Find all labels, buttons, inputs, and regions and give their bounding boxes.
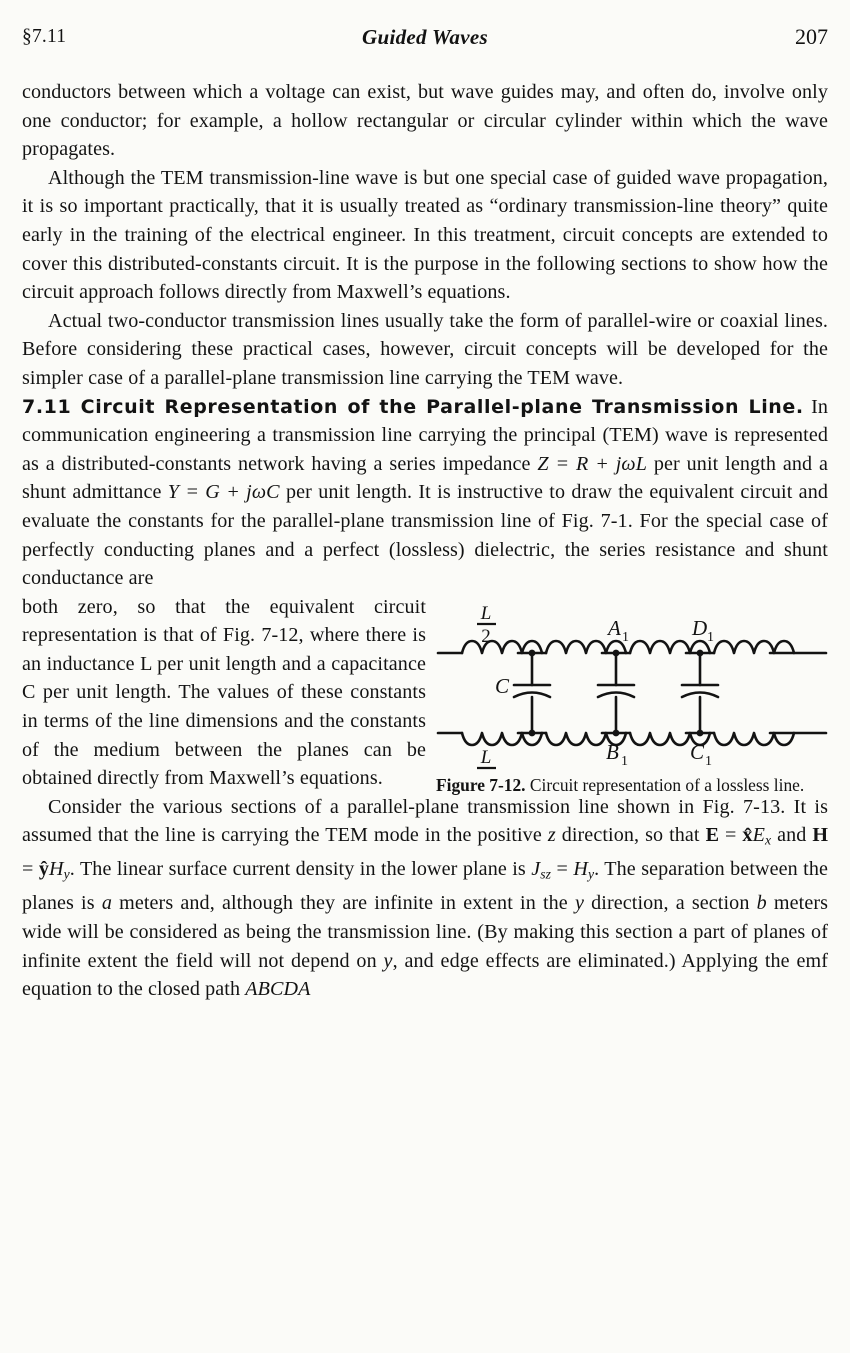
math-J-rhs: H bbox=[573, 858, 588, 881]
p5-part-g: direction, a section bbox=[591, 892, 750, 915]
label-node-A1-letter: A bbox=[608, 615, 621, 640]
body-text-column bbox=[22, 78, 828, 1004]
math-Ex-body: E bbox=[752, 824, 765, 847]
p5-part-f: meters and, although they are infinite in extent in the bbox=[119, 892, 568, 915]
math-vector-H: H bbox=[812, 824, 829, 847]
label-node-B1 bbox=[606, 740, 628, 769]
math-shunt-admittance: Y = G + jωC bbox=[167, 481, 280, 504]
label-2-top: 2 bbox=[481, 625, 491, 647]
label-node-C1-sub: 1 bbox=[705, 753, 712, 769]
label-node-B1-letter: B bbox=[606, 739, 619, 764]
math-Ex-sub: x bbox=[764, 832, 772, 848]
figure-caption-text: Circuit representation of a lossless line. bbox=[529, 774, 805, 795]
label-node-D1-sub: 1 bbox=[707, 629, 714, 645]
math-eq-3: = bbox=[556, 858, 568, 881]
p5-part-h: meters wide will be considered as being the transmission line. (By making this section a part of planes of infinite extent the field will not depend on bbox=[22, 892, 829, 972]
math-J-body: J bbox=[531, 858, 541, 881]
label-node-A1-sub: 1 bbox=[622, 629, 629, 645]
section-body-part-3: per unit length. It is instructive to draw the equivalent circuit and evaluate the constants for the parallel-plane transmission line of Fig. 7-1. For the special case of perfectly conducting planes and a perfect (lossless) dielectric, the series resistance and shunt conductance are bbox=[22, 481, 828, 590]
math-symbol-b: b bbox=[756, 892, 767, 915]
p5-part-e: The separation between the planes is bbox=[22, 858, 829, 915]
math-symbol-a: a bbox=[101, 892, 112, 915]
p5-part-a: Consider the various sections of a parallel-plane transmission line shown in Fig. 7-13. It is assumed that the line is carrying the TEM mode in the positive bbox=[22, 795, 828, 847]
label-L-top: L bbox=[480, 602, 492, 624]
label-inductance-half-bottom bbox=[477, 747, 496, 768]
math-Hy-body: H bbox=[48, 858, 64, 881]
section-body-part-1: In communication engineering a transmission line carrying the principal (TEM) wave is represented as a distributed-constants network having a series impedance bbox=[22, 395, 829, 475]
math-unit-vector-x: x̂ bbox=[742, 824, 753, 847]
math-vector-E: E bbox=[705, 824, 720, 847]
figure-caption bbox=[436, 774, 828, 797]
math-eq-1: = bbox=[725, 824, 737, 847]
paragraph-tem-wave: Although the TEM transmission-line wave is but one special case of guided wave propagation, it is so important practically, that it is usually treated as “ordinary transmission-line theory” quite early in the training of the electrical engineer. In this treatment, circuit concepts are extended to cover this distributed-constants circuit. It is the purpose in the following sections to show how the circuit approach follows directly from Maxwell’s equations. bbox=[22, 166, 828, 304]
figure-caption-label: Figure 7-12. bbox=[436, 774, 526, 795]
page-number: 207 bbox=[795, 24, 828, 49]
p5-part-b: direction, so that bbox=[561, 824, 700, 847]
running-head bbox=[22, 26, 828, 56]
circuit-diagram-lossless-line bbox=[436, 593, 828, 769]
math-J-sub: sz bbox=[540, 866, 552, 882]
label-L-bottom: L bbox=[480, 746, 492, 768]
tail-text-zone bbox=[22, 793, 828, 1004]
section-heading: 7.11 Circuit Representation of the Parallel-plane Transmission Line. bbox=[22, 395, 804, 418]
paragraph-two-conductor-lines: Actual two-conductor transmission lines usually take the form of parallel-wire or coaxial lines. Before considering these practical cases, however, circuit concepts will be developed for the simpler case of a parallel-plane transmission line carrying the TEM wave. bbox=[22, 309, 828, 389]
math-symbol-y-2: y bbox=[383, 949, 393, 972]
running-title: Guided Waves bbox=[362, 25, 488, 49]
figure-7-12 bbox=[436, 593, 828, 797]
wrapped-text-column bbox=[22, 593, 426, 793]
math-series-impedance: Z = R + jωL bbox=[537, 452, 647, 475]
label-node-B1-sub: 1 bbox=[621, 753, 628, 769]
paragraph-continuation: conductors between which a voltage can exist, but wave guides may, and often do, involve only one conductor; for example, a hollow rectangular or circular cylinder within which the wave propagates. bbox=[22, 81, 828, 161]
p5-part-c: and bbox=[777, 824, 807, 847]
label-capacitance-C: C bbox=[494, 673, 510, 698]
math-Hy-sub: y bbox=[63, 866, 70, 882]
p5-part-i: , and edge effects are eliminated.) Applying the emf equation to the closed path bbox=[22, 949, 829, 1001]
math-path-ABCDA: ABCDA bbox=[245, 978, 311, 1001]
paragraph-parallel-plane-sections: Consider the various sections of a parallel-plane transmission line shown in Fig. 7-13. It is assumed that the line is carrying the TEM mode in the positive z direction, so that $E = x̂E_x$ and $H = ŷH_y$. The linear surface current density in the lower plane is $J_{sz} = H_y$. The separation between the planes is a meters and, although they are infinite in extent in the y direction, a section b meters wide will be considered as being the transmission line. (By making this section a part of planes of infinite extent the field will not depend on y, and edge effects are eliminated.) Applying the emf equation to the closed path ABCDA bbox=[22, 795, 829, 1001]
section-heading-paragraph bbox=[22, 393, 828, 593]
math-eq-2: = bbox=[22, 858, 34, 881]
math-symbol-y-1: y bbox=[574, 892, 584, 915]
math-symbol-z: z bbox=[547, 824, 556, 847]
label-node-D1-letter: D bbox=[692, 615, 708, 640]
label-node-C1-letter: C bbox=[690, 739, 705, 764]
paragraph-lossless-constants: both zero, so that the equivalent circuit representation is that of Fig. 7-12, where there is an inductance L per unit length and a capacitance C per unit length. The values of these constants in terms of the line dimensions and the constants of the medium between the planes can be obtained directly from Maxwell’s equations. bbox=[22, 595, 426, 790]
math-J-rhs-sub: y bbox=[587, 866, 595, 882]
label-node-C1 bbox=[690, 740, 712, 769]
figure-wrap-zone bbox=[22, 593, 828, 793]
math-unit-vector-y: ŷ bbox=[38, 858, 49, 881]
section-marker: §7.11 bbox=[22, 26, 67, 47]
section-body-part-2: per unit length and a shunt admittance bbox=[22, 452, 829, 504]
p5-part-d: The linear surface current density in the lower plane is bbox=[79, 858, 526, 881]
